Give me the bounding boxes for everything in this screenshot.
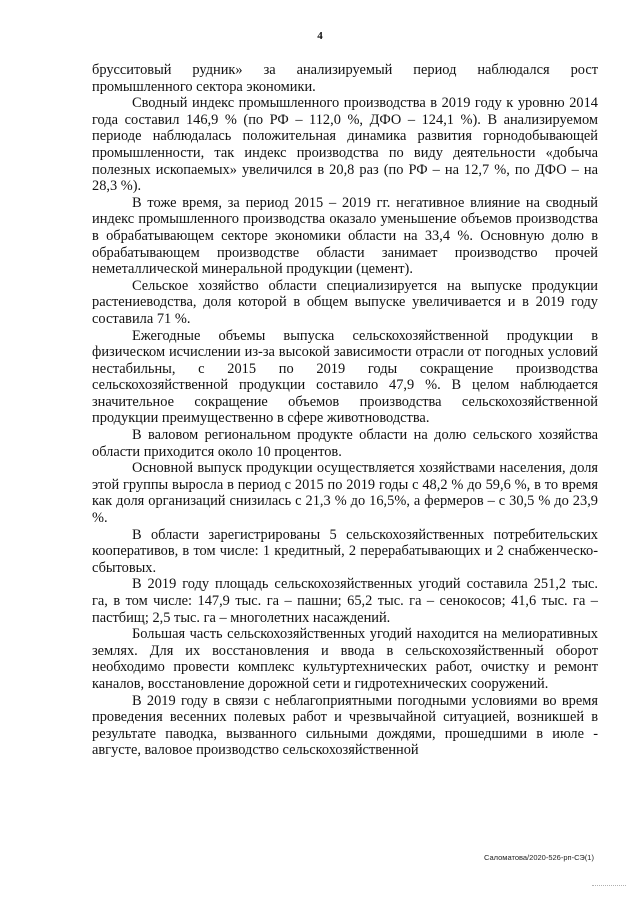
body-text <box>92 62 598 759</box>
paragraph-agriculture-output: Ежегодные объемы выпуска сельскохозяйственной продукции в физическом исчислении из-за высокой зависимости отрасли от погодных условий нестабильны, с 2015 по 2019 годы сокращение производства сельскохозяйственной продукции составило 47,9 %. В целом наблюдается значительное сокращение объемов производства сельскохозяйственной продукции преимущественно в сфере животноводства. <box>92 327 598 427</box>
document-code: Саломатова/2020-526-рп-СЭ(1) <box>484 853 594 862</box>
page-number: 4 <box>317 30 323 42</box>
paragraph-manufacturing-decline: В тоже время, за период 2015 – 2019 гг. негативное влияние на сводный индекс промышленного производства оказало уменьшение объемов производства в обрабатывающем секторе экономики области на 33,4 %. Основную долю в обрабатывающем производстве области занимает производство прочей неметаллической минеральной продукции (цемент). <box>92 194 598 278</box>
paragraph-grp-share: В валовом региональном продукте области на долю сельского хозяйства области приходится около 10 процентов. <box>92 427 598 460</box>
paragraph-cooperatives: В области зарегистрированы 5 сельскохозяйственных потребительских кооперативов, в том числе: 1 кредитный, 2 перерабатывающих и 2 снабженческо-сбытовых. <box>92 526 598 576</box>
paragraph-reclamation: Большая часть сельскохозяйственных угодий находится на мелиоративных землях. Для их восстановления и ввода в сельскохозяйственный оборот необходимо провести комплекс культуртехнических работ, очистку и ремонт каналов, восстановление дорожной сети и гидротехнических сооружений. <box>92 626 598 692</box>
paragraph-continuation: брусситовый рудник» за анализируемый период наблюдался рост промышленного сектора экономики. <box>92 62 598 95</box>
paragraph-producer-structure: Основной выпуск продукции осуществляется хозяйствами населения, доля этой группы выросла в период с 2015 по 2019 годы с 48,2 % до 59,6 %, в то время как доля организаций снизилась с 21,3 % до 16,5%, а фермеров – с 30,5 % до 23,9 %. <box>92 460 598 527</box>
paragraph-2019-conditions: В 2019 году в связи с неблагоприятными погодными условиями во время проведения весенних полевых работ и чрезвычайной ситуацией, возникшей в результате паводка, вызванного сильными дождями, прошедшими в июле - августе, валовое производство сельскохозяйственной <box>92 692 598 759</box>
paragraph-land-area: В 2019 году площадь сельскохозяйственных угодий составила 251,2 тыс. га, в том числе: 147,9 тыс. га – пашни; 65,2 тыс. га – сенокосов; 41,6 тыс. га – пастбищ; 2,5 тыс. га – многолетних насаждений. <box>92 576 598 626</box>
scan-artifact-line <box>592 885 626 886</box>
paragraph-industrial-index: Сводный индекс промышленного производства в 2019 году к уровню 2014 года составил 146,9 % (по РФ – 112,0 %, ДФО – 124,1 %). В анализируемом периоде наблюдалась положительная динамика развития горнодобывающей промышленности, так индекс производства по виду деятельности «добыча полезных ископаемых» увеличился в 20,8 раз (по РФ – на 12,7 %, по ДФО – на 28,3 %). <box>92 95 598 195</box>
paragraph-agriculture-specialization: Сельское хозяйство области специализируется на выпуске продукции растениеводства, доля которой в общем выпуске увеличивается и в 2019 году составила 71 %. <box>92 277 598 327</box>
